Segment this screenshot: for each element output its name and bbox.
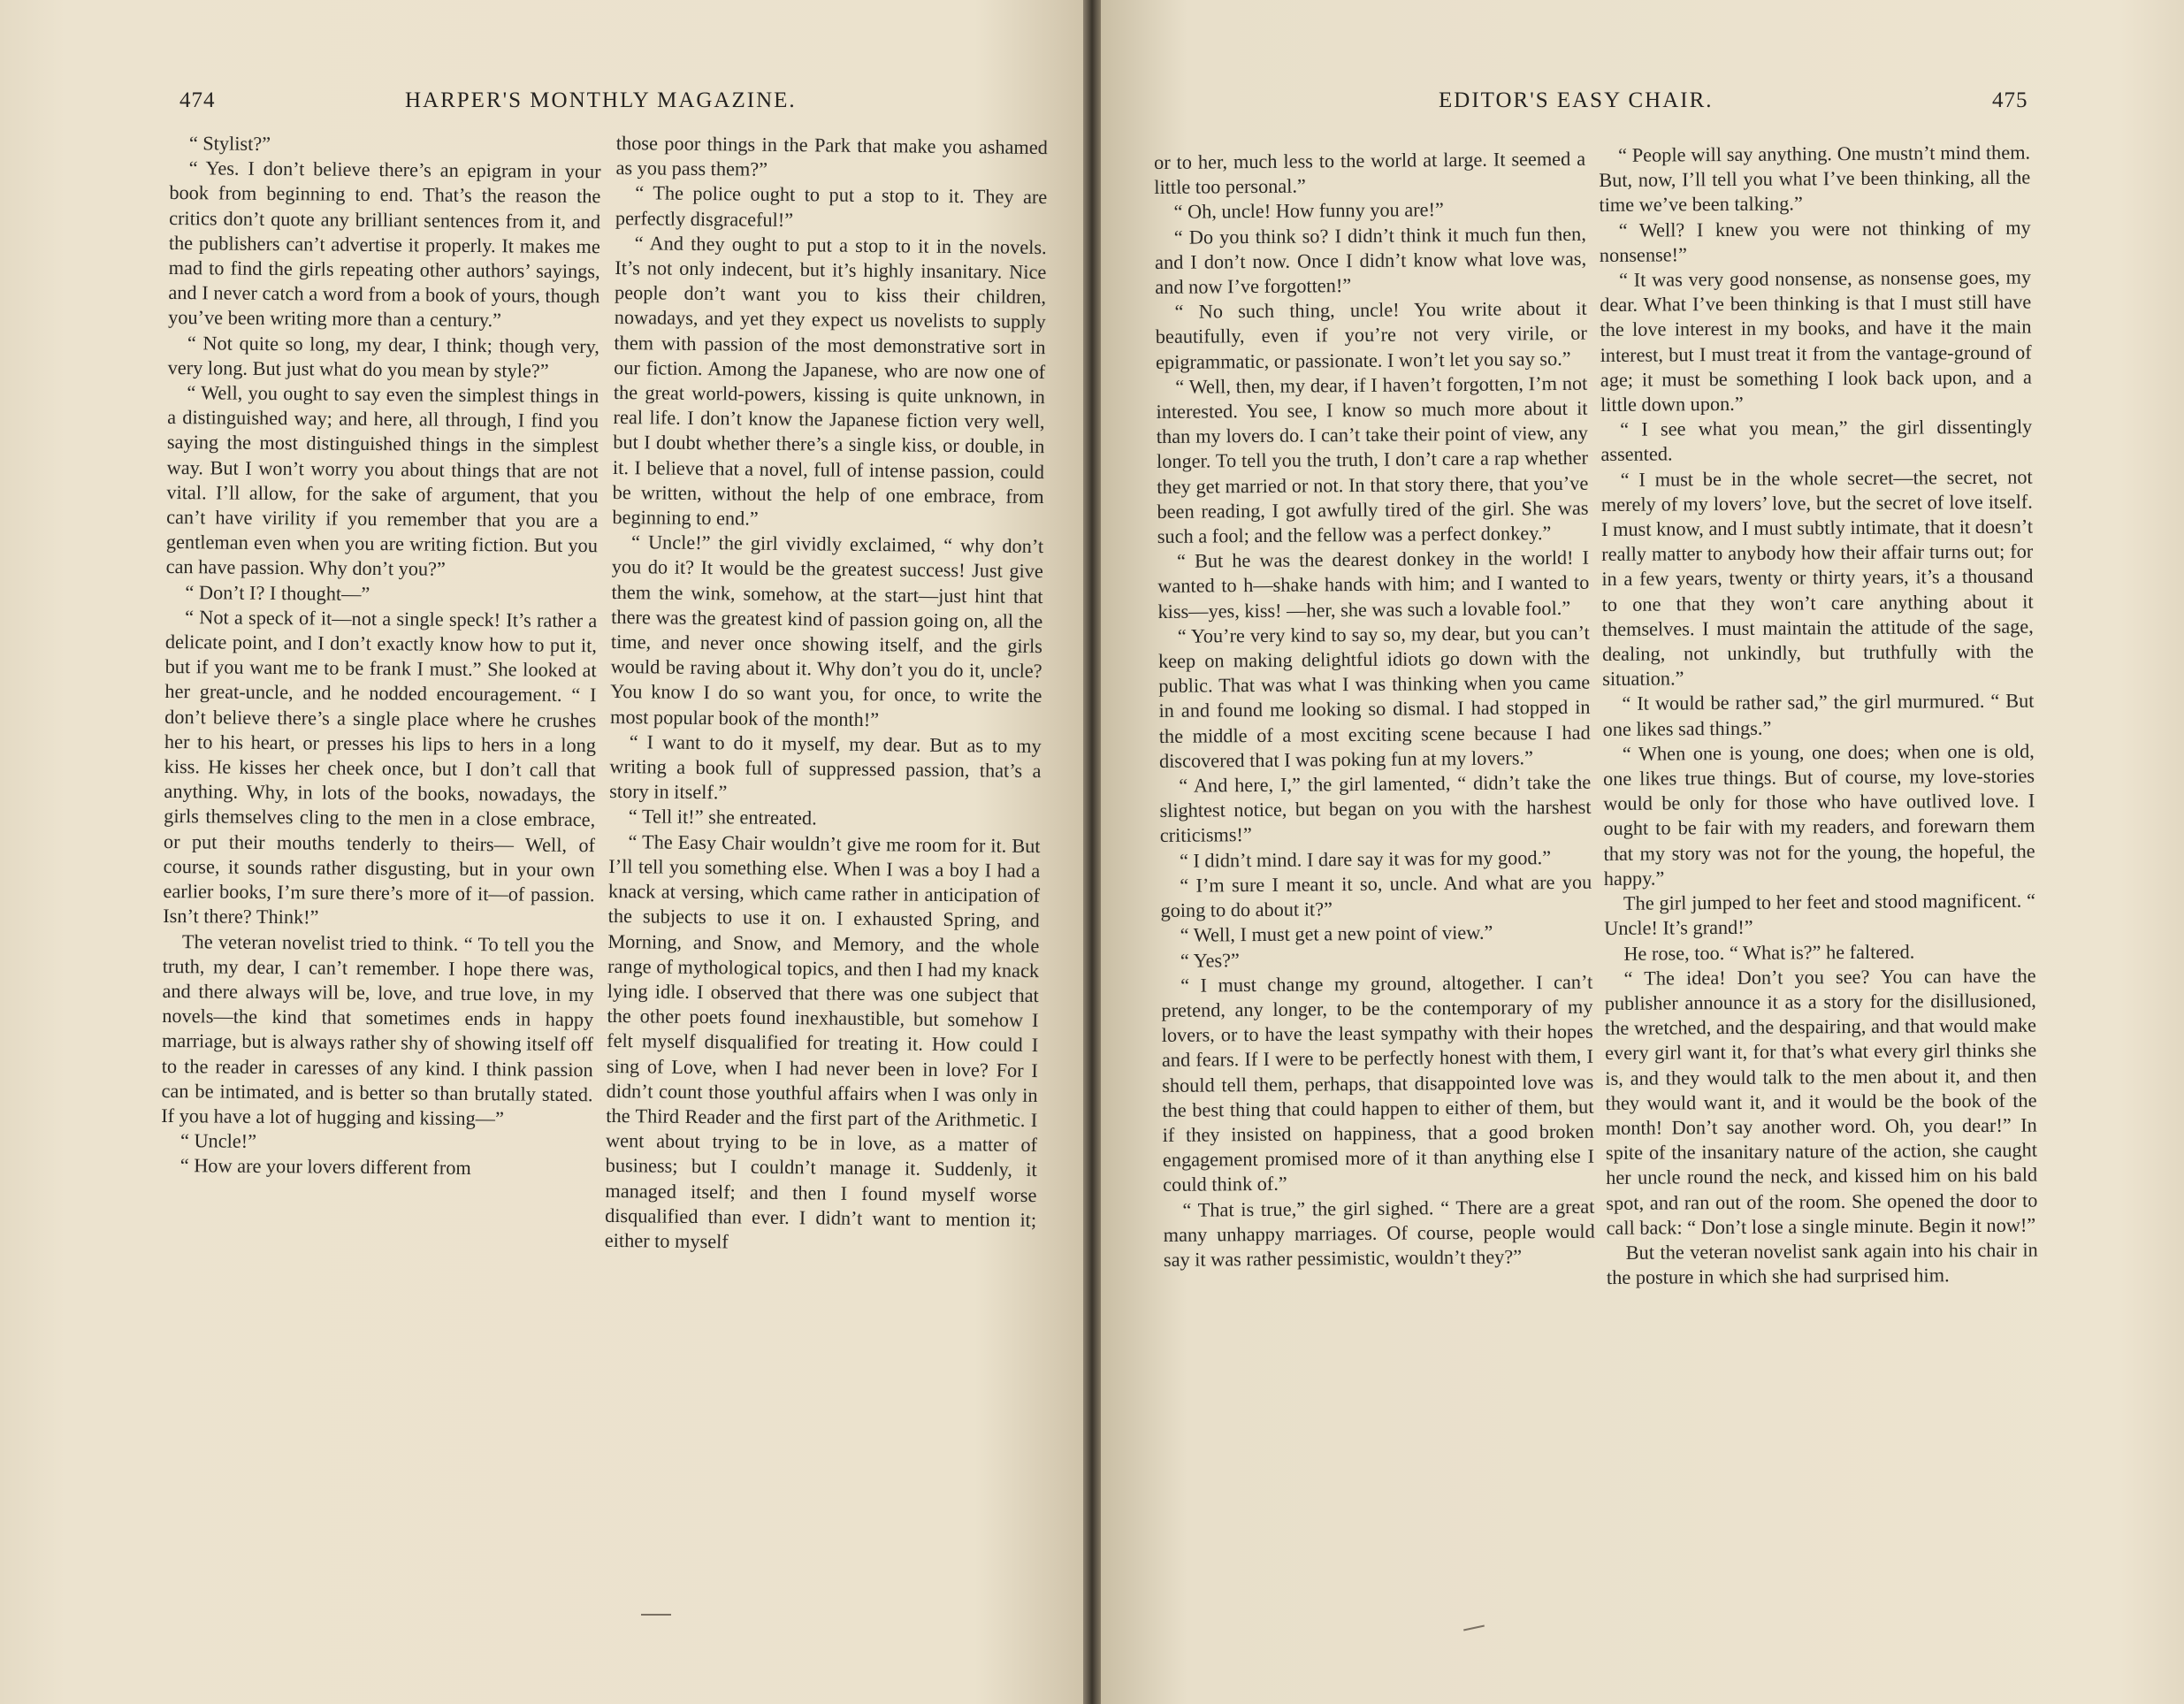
paragraph: “ Well, you ought to say even the simplest things in a distinguished way; and here, all through, I find you saying the most distinguished things in the simplest way. But I won’t worry you about things that are not vital. I’ll allow, for the sake of argument, that you can’t have virility if you remember that you are a gentleman even when you are writing fiction. But you can have passion. Why don’t you?” [165,381,599,581]
left-column-1 [161,131,601,1182]
paragraph-continued: or to her, much less to the world at large. It seemed a little too personal.” [1154,147,1586,199]
paragraph: “ I didn’t mind. I dare say it was for my good.” [1179,845,1552,872]
left-column-2 [605,131,1048,1257]
ink-mark [641,1614,671,1616]
paragraph: “ Well? I knew you were not thinking of my nonsense!” [1599,216,2031,266]
paragraph: “ It was very good nonsense, as nonsense goes, my dear. What I’ve been thinking is that I must still have the love interest in my books, and have it the main interest, but I must treat it from the vantage-ground of age; it must be something I look back upon, and a little down upon.” [1600,265,2032,416]
paragraph: “ Tell it!” she entreated. [628,805,817,829]
paragraph: “ You’re very kind to say so, my dear, but you can’t keep on making delightful idiots go down with the public. That was what I was thinking when you came in and found me looking so dismal. I had stopped in the middle of a most exciting scene because I had discovered that I was poking fun at my lovers.” [1157,621,1591,772]
paragraph: “ Uncle!” [179,1129,257,1153]
right-column-1 [1154,147,1595,1272]
paragraph: “ Well, then, my dear, if I haven’t forgotten, I’m not interested. You see, I know so much more about it than my lovers do. I can’t take their point of view, any longer. To tell you the truth, I don’t care a rap whether they get married or not. In that story there, that you’ve been reading, I got awfully tired of the girl. She was such a fool; and the fellow was a perfect donkey.” [1156,371,1589,548]
page-number-left: 474 [179,88,216,112]
paragraph: “ Well, I must get a new point of view.” [1180,921,1493,947]
paragraph: “ I see what you mean,” the girl dissentingly assented. [1600,415,2033,466]
left-page [0,0,1083,1704]
paragraph-continued: those poor things in the Park that make you ashamed as you pass them?” [615,131,1048,180]
paragraph: “ Yes?” [1180,948,1240,972]
paragraph: “ Don’t I? I thought—” [185,580,370,605]
paragraph: “ Uncle!” the girl vividly exclaimed, “ why don’t you do it? It would be the greatest success! Just give them the wink, somehow, at the start—just hint that there was the greatest kind of passion going on, all the time, and never once showing itself, and the girls would be raving about it. Why don’t you do it, uncle? You know I do so want you, for once, to write the most popular book of the month!” [609,531,1044,730]
paragraph: “ I must be in the whole secret—the secret, not merely of my lovers’ love, but the secret of love itself. I must know, and I must subtly intimate, that it doesn’t really matter to anybody how their affair turns out; for in a few years, twenty or thirty years, it’s a thousand to one that they won’t care anything about it themselves. I must maintain the attitude of the sage, dealing, not unkindly, but truthfully with the situation.” [1600,465,2035,691]
right-column-2 [1599,141,2038,1291]
paragraph: “ It would be rather sad,” the girl murmured. “ But one likes sad things.” [1602,690,2035,740]
paragraph: “ When one is young, one does; when one is old, one likes true things. But of course, my love-stories would be only for those who have outlived love. I ought to be fair with my readers, and forewarn them that my story was not for the young, the hopeful, the happy.” [1602,739,2035,890]
paragraph: “ And they ought to put a stop to it in the novels. It’s not only indecent, but it’s highly insanitary. Nice people don’t want you to kiss their children, nowadays, and yet they expect us novelists to supply them with passion of the most demonstrative sort in our fiction. Among the Japanese, who are now one of the great world-powers, kissing is quite unknown, in real life. I don’t know the Japanese fiction very well, but I doubt whether there’s a single kiss, or double, in it. I believe that a novel, full of intense passion, could be written, without the help of one embrace, from beginning to end.” [612,232,1047,530]
paragraph: “ But he was the dearest donkey in the world! I wanted to h—shake hands with him; and I wanted to kiss—yes, kiss! —her, she was such a lovable fool.” [1157,546,1590,623]
paragraph: “ I’m sure I meant it so, uncle. And what are you going to do about it?” [1160,870,1592,922]
paragraph: “ The police ought to put a stop to it. They are perfectly disgraceful!” [615,181,1048,231]
paragraph: “ The Easy Chair wouldn’t give me room for it. But I’ll tell you something else. When I was a boy I had a knack at versing, which came rather in anticipation of the subjects to use it on. I exhausted Spring, and Morning, and Snow, and Memory, and the whole range of mythological topics, and then I had my knack lying idle. I observed that there was one subject that the other poets found inexhaustible, but somehow I felt myself disqualified for treating it. How could I sing of Love, when I had never been in love? For I didn’t count those youthful affairs when I was only in the Third Reader and the first part of the Arithmetic. I went about trying to be in love, as a matter of business; but I couldn’t manage it. Suddenly, it managed itself; and then I found myself worse disqualified than ever. I didn’t want to mention it; either to myself [604,829,1041,1253]
ink-mark [1463,1625,1485,1631]
paragraph: “ Not quite so long, my dear, I think; though very, very long. But just what do you mean by style?” [167,331,600,382]
paragraph: But the veteran novelist sank again into his chair in the posture in which she had surprised him. [1606,1238,2038,1289]
right-page [1101,0,2184,1704]
paragraph: The girl jumped to her feet and stood magnificent. “ Uncle! It’s grand!” [1604,889,2036,940]
book-gutter [1083,0,1101,1704]
paragraph: “ Oh, uncle! How funny you are!” [1173,198,1444,224]
paragraph: “ How are your lovers different from [179,1154,471,1180]
paragraph: The veteran novelist tried to think. “ To tell you the truth, my dear, I can’t remember. I hope there was, and there always will be, love, and true love, in my novels—the kind that sometimes ends in happy marriage, but is always rather shy of showing itself off to the reader in caresses of any kind. I think passion can be intimated, and is better so than brutally stated. If you have a lot of hugging and kissing—” [161,929,595,1130]
paragraph: “ And here, I,” the girl lamented, “ didn’t take the slightest notice, but began on you with the harshest criticisms!” [1159,770,1592,847]
paragraph: “ Not a speck of it—not a single speck! It’s rather a delicate point, and I don’t exactly know how to put it, but if you want me to be frank I must.” She looked at her great-uncle, and he nodded encouragement. “ I don’t believe there’s a single place where he crushes her to his heart, or presses his lips to hers in a long kiss. He kisses her cheek once, but I don’t call that anything. Why, in lots of the books, nowadays, the girls themselves cling to the men in a close embrace, or put their mouths tenderly to theirs— Well, of course, it sounds rather disgusting, but in your own earlier books, I’m sure there’s more of it—of passion. Isn’t there? Think!” [163,606,598,928]
paragraph: “ Yes. I don’t believe there’s an epigram in your book from beginning to end. That’s the reason the critics don’t quote any brilliant sentences from it, and the publishers can’t advertise it properly. It makes me mad to find the girls repeating other authors’ sayings, and I never catch a word from a book of yours, though you’ve been writing more than a century.” [168,157,601,332]
paragraph: “ I want to do it myself, my dear. But as to my writing a book full of suppressed passion, that’s a story in itself.” [609,730,1042,804]
paragraph: “ Do you think so? I didn’t think it much fun then, and I don’t now. Once I didn’t know what love was, and now I’ve forgotten!” [1154,222,1587,299]
paragraph: “ People will say anything. One mustn’t mind them. But, now, I’ll tell you what I’ve been thinking, all the time we’ve been talking.” [1599,141,2031,217]
page-number-right: 475 [1992,88,2028,112]
paragraph: “ I must change my ground, altogether. I can’t pretend, any longer, to be the contemporary of my lovers, or to have the least sympathy with their hopes and fears. If I were to be perfectly honest with them, I should tell them, perhaps, that disappointed love was the best thing that could happen to either of them, but if they insisted on happiness, that a good broken engagement promised more of it than anything else I could think of.” [1161,970,1595,1196]
paragraph: “ That is true,” the girl sighed. “ There are a great many unhappy marriages. Of course, people would say it was rather pessimistic, wouldn’t they?” [1163,1195,1595,1271]
running-head-left: HARPER'S MONTHLY MAGAZINE. [405,88,797,112]
paragraph: “ Stylist?” [188,132,271,155]
paragraph: “ No such thing, uncle! You write about it beautifully, even if you’re not very virile, or epigrammatic, or passionate. I won’t let you say so.” [1155,296,1587,373]
paragraph: “ The idea! Don’t you see? You can have the publisher announce it as a story for the disillusioned, the wretched, and the despairing, and that would make every girl want it, for that’s what every girl thinks she is, and they would talk to the men about it, and then they would want it, and it would be the book of the month! Don’t say another word. Oh, you dear!” In spite of the insanitary nature of the action, she caught her uncle round the neck, and kissed him on his bald spot, and ran out of the room. She opened the door to call back: “ Don’t lose a single minute. Begin it now!” [1604,964,2038,1239]
paragraph: He rose, too. “ What is?” he faltered. [1623,940,1915,965]
running-head-right: EDITOR'S EASY CHAIR. [1439,88,1714,112]
